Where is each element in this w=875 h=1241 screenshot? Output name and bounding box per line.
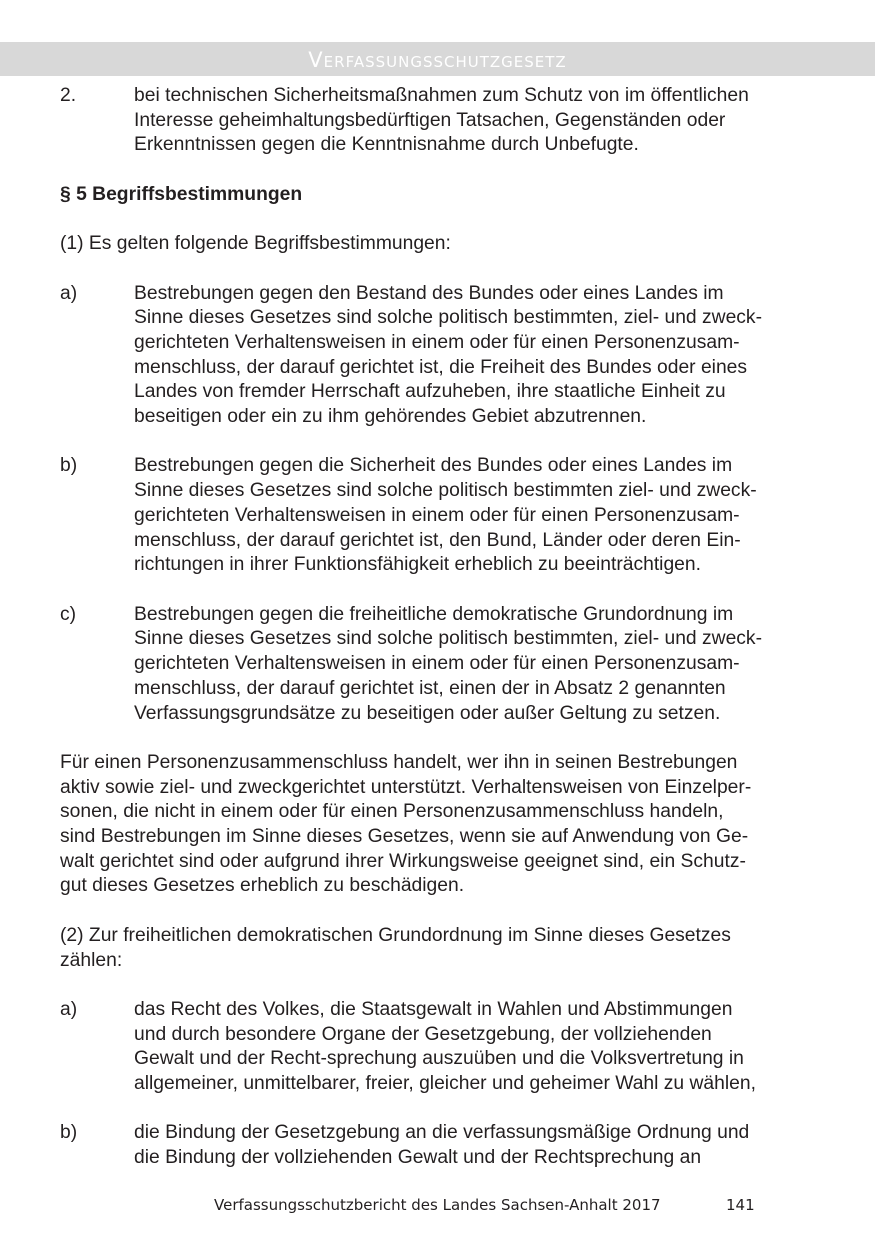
paragraph-2-intro	[60, 924, 820, 973]
text-line: das Recht des Volkes, die Staatsgewalt in Wahlen und Abstimmungen	[134, 998, 733, 1020]
text-line: Gewalt und der Recht-sprechung auszuüben und die Volksvertretung in	[134, 1048, 744, 1070]
text-line: sind Bestrebungen im Sinne dieses Gesetzes, wenn sie auf Anwendung von Ge-	[60, 826, 749, 847]
page-number: 141	[726, 1196, 755, 1214]
text-line: Interesse geheimhaltungsbedürftigen Tatsachen, Gegenständen oder	[134, 109, 726, 131]
text-line: Verfassungsgrundsätze zu beseitigen oder außer Geltung zu setzen.	[134, 702, 721, 724]
text-line: die Bindung der vollziehenden Gewalt und der Rechtsprechung an	[134, 1147, 702, 1169]
text-line: (2) Zur freiheitlichen demokratischen Grundordnung im Sinne dieses Gesetzes	[60, 924, 731, 946]
text-line: gerichteten Verhaltensweisen in einem oder für einen Personenzusam-	[134, 653, 740, 675]
text-line: Sinne dieses Gesetzes sind solche politisch bestimmten, ziel- und zweck-	[134, 307, 762, 329]
text-line: gut dieses Gesetzes erheblich zu beschädigen.	[60, 875, 465, 897]
paragraph-1-intro: (1) Es gelten folgende Begriffsbestimmungen:	[60, 233, 451, 255]
text-line: beseitigen oder ein zu ihm gehörendes Gebiet abzutrennen.	[134, 406, 647, 428]
text-line: sonen, die nicht in einem oder für einen Personenzusammenschluss handeln,	[60, 801, 724, 823]
text-line: Landes von fremder Herrschaft aufzuheben, ihre staatliche Einheit zu	[134, 381, 726, 403]
text-line: Sinne dieses Gesetzes sind solche politisch bestimmten, ziel- und zweck-	[134, 628, 762, 650]
text-line: menschluss, der darauf gerichtet ist, einen der in Absatz 2 genannten	[134, 677, 726, 699]
text-line: gerichteten Verhaltensweisen in einem oder für einen Personenzusam-	[134, 331, 740, 353]
list-text	[134, 454, 820, 578]
list-label: b)	[60, 1122, 78, 1144]
text-line: Erkenntnissen gegen die Kenntnisnahme durch Unbefugte.	[134, 134, 639, 156]
text-line: menschluss, der darauf gerichtet ist, die Freiheit des Bundes oder eines	[134, 356, 748, 378]
text-line: Bestrebungen gegen die freiheitliche demokratische Grundordnung im	[134, 603, 734, 625]
text-line: Bestrebungen gegen den Bestand des Bundes oder eines Landes im	[134, 282, 724, 304]
footer-text: Verfassungsschutzbericht des Landes Sachsen-Anhalt 2017	[214, 1196, 661, 1214]
list-item-1b	[60, 454, 820, 578]
list-label: 2.	[60, 85, 77, 106]
page-footer	[0, 1193, 875, 1217]
list-item-1c	[60, 603, 820, 727]
text-line: aktiv sowie ziel- und zweckgerichtet unterstützt. Verhaltensweisen von Einzelper-	[60, 776, 752, 798]
list-text	[134, 1121, 820, 1170]
text-line: Sinne dieses Gesetzes sind solche politisch bestimmten ziel- und zweck-	[134, 480, 757, 502]
text-line: Für einen Personenzusammenschluss handelt, wer ihn in seinen Bestrebungen	[60, 751, 738, 773]
list-item-2a	[60, 998, 820, 1097]
list-text	[134, 998, 820, 1097]
text-line: walt gerichtet sind oder aufgrund ihrer Wirkungsweise geeignet sind, ein Schutz-	[60, 850, 746, 872]
text-line: die Bindung der Gesetzgebung an die verfassungsmäßige Ordnung und	[134, 1122, 750, 1144]
text-line: Bestrebungen gegen die Sicherheit des Bundes oder eines Landes im	[134, 455, 733, 477]
text-line: menschluss, der darauf gerichtet ist, den Bund, Länder oder deren Ein-	[134, 529, 741, 551]
list-text	[134, 282, 820, 430]
list-label: b)	[60, 455, 78, 477]
running-header-title: Verfassungsschutzgesetz	[308, 48, 567, 72]
text-line: zählen:	[60, 949, 123, 971]
list-item-2	[60, 84, 820, 158]
page-body	[60, 84, 820, 1171]
list-label: a)	[60, 998, 78, 1020]
text-line: richtungen in ihrer Funktionsfähigkeit erheblich zu beeinträchtigen.	[134, 554, 701, 576]
list-text	[134, 84, 820, 158]
closing-paragraph	[60, 751, 820, 899]
list-item-1a	[60, 282, 820, 430]
list-label: c)	[60, 603, 77, 625]
text-line: gerichteten Verhaltensweisen in einem oder für einen Personenzusam-	[134, 504, 740, 526]
list-text	[134, 603, 820, 727]
text-line: bei technischen Sicherheitsmaßnahmen zum Schutz von im öffentlichen	[134, 85, 749, 106]
section-heading: § 5 Begriffsbestimmungen	[60, 183, 303, 205]
list-item-2b	[60, 1121, 820, 1170]
list-label: a)	[60, 282, 78, 304]
text-line: und durch besondere Organe der Gesetzgebung, der vollziehenden	[134, 1023, 712, 1045]
text-line: allgemeiner, unmittelbarer, freier, gleicher und geheimer Wahl zu wählen,	[134, 1073, 756, 1094]
